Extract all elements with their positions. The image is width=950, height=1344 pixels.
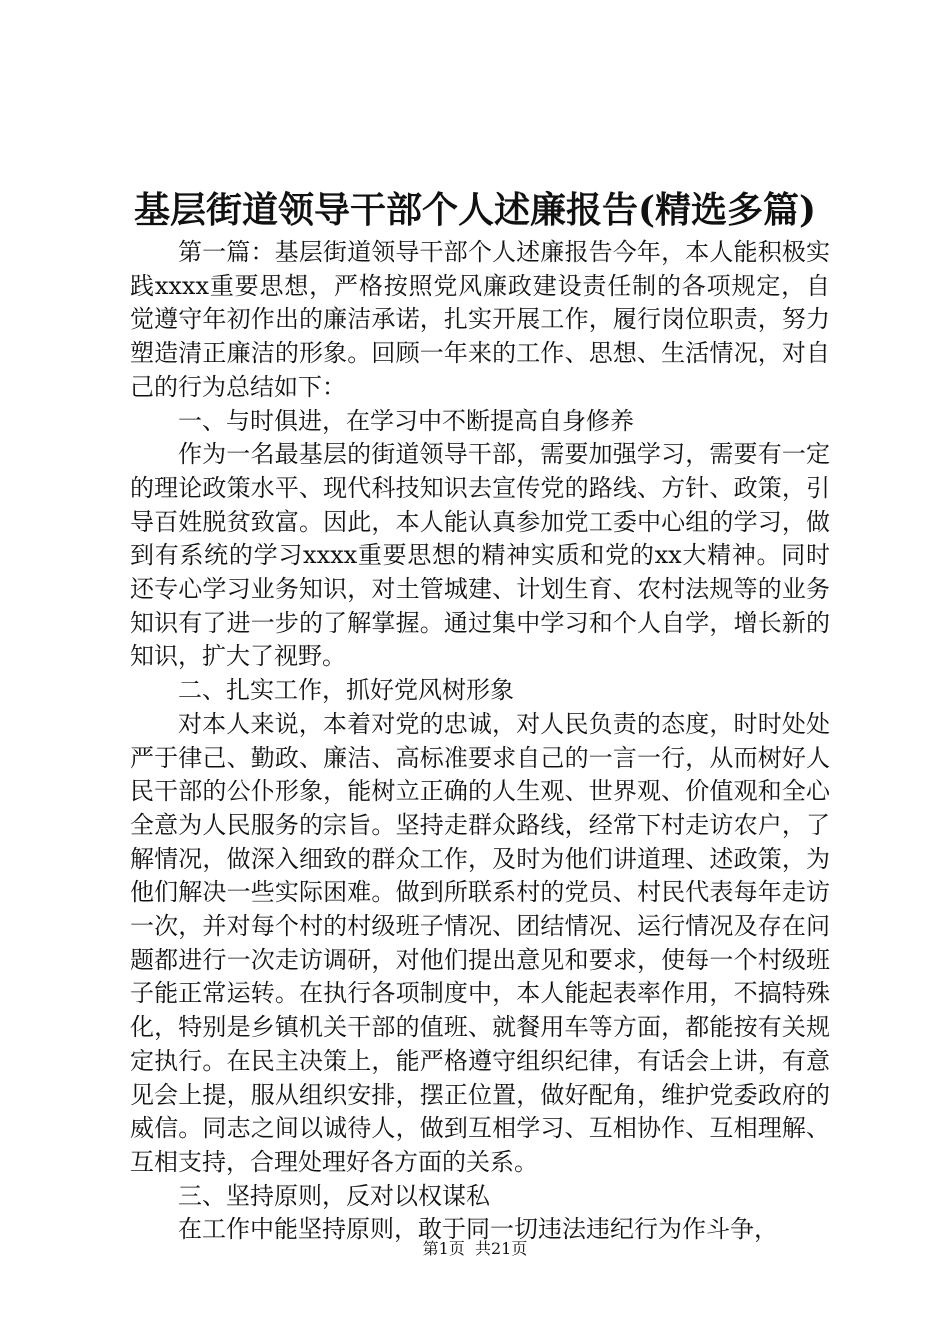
paragraph-section-1: 作为一名最基层的街道领导干部，需要加强学习，需要有一定的理论政策水平、现代科技知识去宣传党的路线、方针、政策，引导百姓脱贫致富。因此，本人能认真参加党工委中心组的学习，做到有系统的学习xxxx重要思想的精神实质和党的xx大精神。同时还专心学习业务知识，对土管城建、计划生育、农村法规等的业务知识有了进一步的了解掌握。通过集中学习和个人自学，增长新的知识，扩大了视野。 — [130, 440, 830, 671]
paragraph-section-2: 对本人来说，本着对党的忠诚，对人民负责的态度，时时处处严于律己、勤政、廉洁、高标准要求自己的一言一行，从而树好人民干部的公仆形象，能树立正确的人生观、世界观、价值观和全心全意为人民服务的宗旨。坚持走群众路线，经常下村走访农户，了解情况，做深入细致的群众工作，及时为他们讲道理、述政策，为他们解决一些实际困难。做到所联系村的党员、村民代表每年走访一次，并对每个村的村级班子情况、团结情况、运行情况及存在问题都进行一次走访调研，对他们提出意见和要求，使每一个村级班子能正常运转。在执行各项制度中，本人能起表率作用，不搞特殊化，特别是乡镇机关干部的值班、就餐用车等方面，都能按有关规定执行。在民主决策上，能严格遵守组织纪律，有话会上讲，有意见会上提，服从组织安排，摆正位置，做好配角，维护党委政府的威信。同志之间以诚待人，做到互相学习、互相协作、互相理解、互相支持，合理处理好各方面的关系。 — [130, 709, 830, 1176]
section-heading-3: 三、坚持原则，反对以权谋私 — [178, 1181, 490, 1210]
section-heading-1: 一、与时俱进，在学习中不断提高自身修养 — [178, 406, 634, 435]
document-title: 基层街道领导干部个人述廉报告(精选多篇) — [133, 189, 817, 231]
paragraph-intro: 第一篇：基层街道领导干部个人述廉报告今年，本人能积极实践xxxx重要思想，严格按照党风廉政建设责任制的各项规定，自觉遵守年初作出的廉洁承诺，扎实开展工作，履行岗位职责，努力塑造清正廉洁的形象。回顾一年来的工作、思想、生活情况，对自己的行为总结如下： — [130, 238, 830, 401]
document-body — [130, 236, 830, 1247]
paragraph-section-3: 在工作中能坚持原则，敢于同一切违法违纪行为作斗争， — [178, 1215, 778, 1244]
section-heading-2: 二、扎实工作，抓好党风树形象 — [178, 676, 514, 705]
page-footer — [0, 1238, 950, 1260]
page-number-label: 第1页 共21页 — [422, 1239, 528, 1258]
